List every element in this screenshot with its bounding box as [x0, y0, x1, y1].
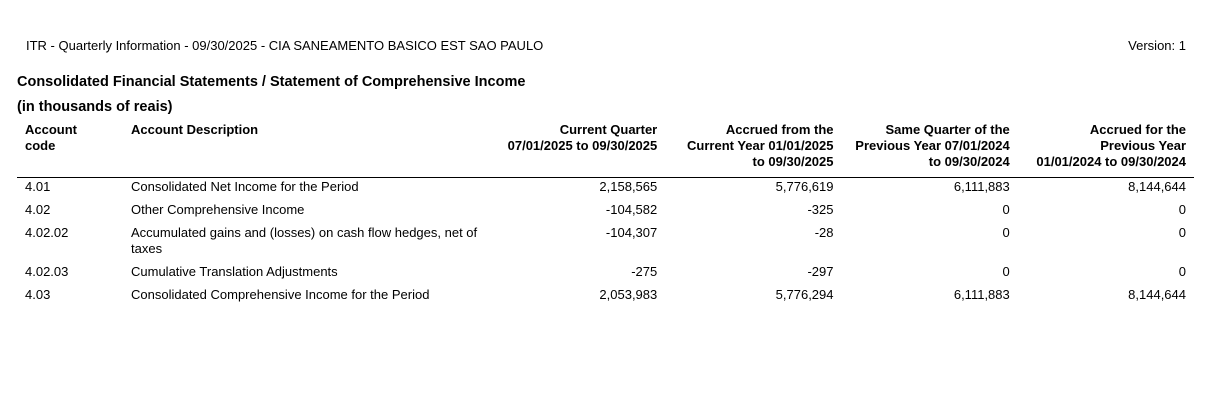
value-cell: 8,144,644: [1128, 179, 1186, 194]
table-header: [17, 122, 1194, 178]
value-cell: -325: [807, 202, 834, 217]
account-code-cell: 4.02.02: [25, 225, 69, 240]
account-description-cell: Consolidated Comprehensive Income for the Period: [131, 287, 430, 302]
value-cell: 8,144,644: [1128, 287, 1186, 302]
column-header-same-quarter-previous-year: [842, 122, 1018, 178]
value-cell: 5,776,294: [775, 287, 834, 302]
value-cell: 0: [1002, 202, 1010, 217]
account-code-cell: 4.01: [25, 179, 51, 194]
value-cell: 2,158,565: [599, 179, 658, 194]
column-header-line: Accrued from the: [725, 122, 834, 137]
column-header-line: 07/01/2025 to 09/30/2025: [507, 138, 658, 153]
column-header-line: to 09/30/2024: [928, 154, 1010, 169]
column-header-line: Current Year 01/01/2025: [687, 138, 834, 153]
account-code-cell: 4.03: [25, 287, 51, 302]
statement-title: Consolidated Financial Statements / Statement of Comprehensive Income: [17, 74, 526, 90]
table-header-row: [17, 122, 1194, 178]
value-cell: 0: [1178, 225, 1186, 240]
column-header-line: code: [25, 138, 56, 153]
column-header-line: Previous Year 07/01/2024: [855, 138, 1010, 153]
column-header-account-code: [17, 122, 123, 178]
column-header-line: Account Description: [131, 122, 259, 137]
column-header-accrued-current-year: [665, 122, 841, 178]
value-cell: 0: [1178, 202, 1186, 217]
column-header-line: 01/01/2024 to 09/30/2024: [1036, 154, 1186, 169]
account-description-cell: Accumulated gains and (losses) on cash flow hedges, net of taxes: [131, 225, 478, 256]
value-cell: -28: [814, 225, 834, 240]
column-header-line: to 09/30/2025: [752, 154, 834, 169]
column-header-line: Same Quarter of the: [885, 122, 1010, 137]
account-code-cell: 4.02: [25, 202, 51, 217]
value-cell: 2,053,983: [599, 287, 658, 302]
table-body: [17, 178, 1194, 309]
value-cell: 6,111,883: [953, 287, 1010, 302]
account-description-cell: Consolidated Net Income for the Period: [131, 179, 359, 194]
value-cell: -297: [807, 264, 834, 279]
column-header-current-quarter: [489, 122, 665, 178]
account-description-cell: Cumulative Translation Adjustments: [131, 264, 338, 279]
version-label: Version: 1: [1128, 38, 1186, 53]
statement-unit-note: (in thousands of reais): [17, 99, 173, 115]
value-cell: -275: [631, 264, 658, 279]
table-row: [17, 223, 1194, 262]
table-row: [17, 200, 1194, 223]
value-cell: 6,111,883: [953, 179, 1010, 194]
column-header-accrued-previous-year: [1018, 122, 1194, 178]
value-cell: -104,307: [605, 225, 658, 240]
value-cell: 0: [1002, 264, 1010, 279]
value-cell: -104,582: [605, 202, 658, 217]
document-header: [26, 38, 1186, 54]
column-header-line: Account: [25, 122, 77, 137]
value-cell: 0: [1002, 225, 1010, 240]
table-row: [17, 178, 1194, 201]
table-row: [17, 285, 1194, 308]
column-header-line: Current Quarter: [559, 122, 658, 137]
column-header-line: Accrued for the: [1089, 122, 1186, 137]
document-title: ITR - Quarterly Information - 09/30/2025 - CIA SANEAMENTO BASICO EST SAO PAULO: [26, 38, 544, 53]
comprehensive-income-table: [17, 122, 1194, 308]
table-row: [17, 262, 1194, 285]
account-code-cell: 4.02.03: [25, 264, 69, 279]
column-header-line: Previous Year: [1100, 138, 1186, 153]
account-description-cell: Other Comprehensive Income: [131, 202, 305, 217]
value-cell: 5,776,619: [775, 179, 834, 194]
value-cell: 0: [1178, 264, 1186, 279]
column-header-account-description: [123, 122, 489, 178]
